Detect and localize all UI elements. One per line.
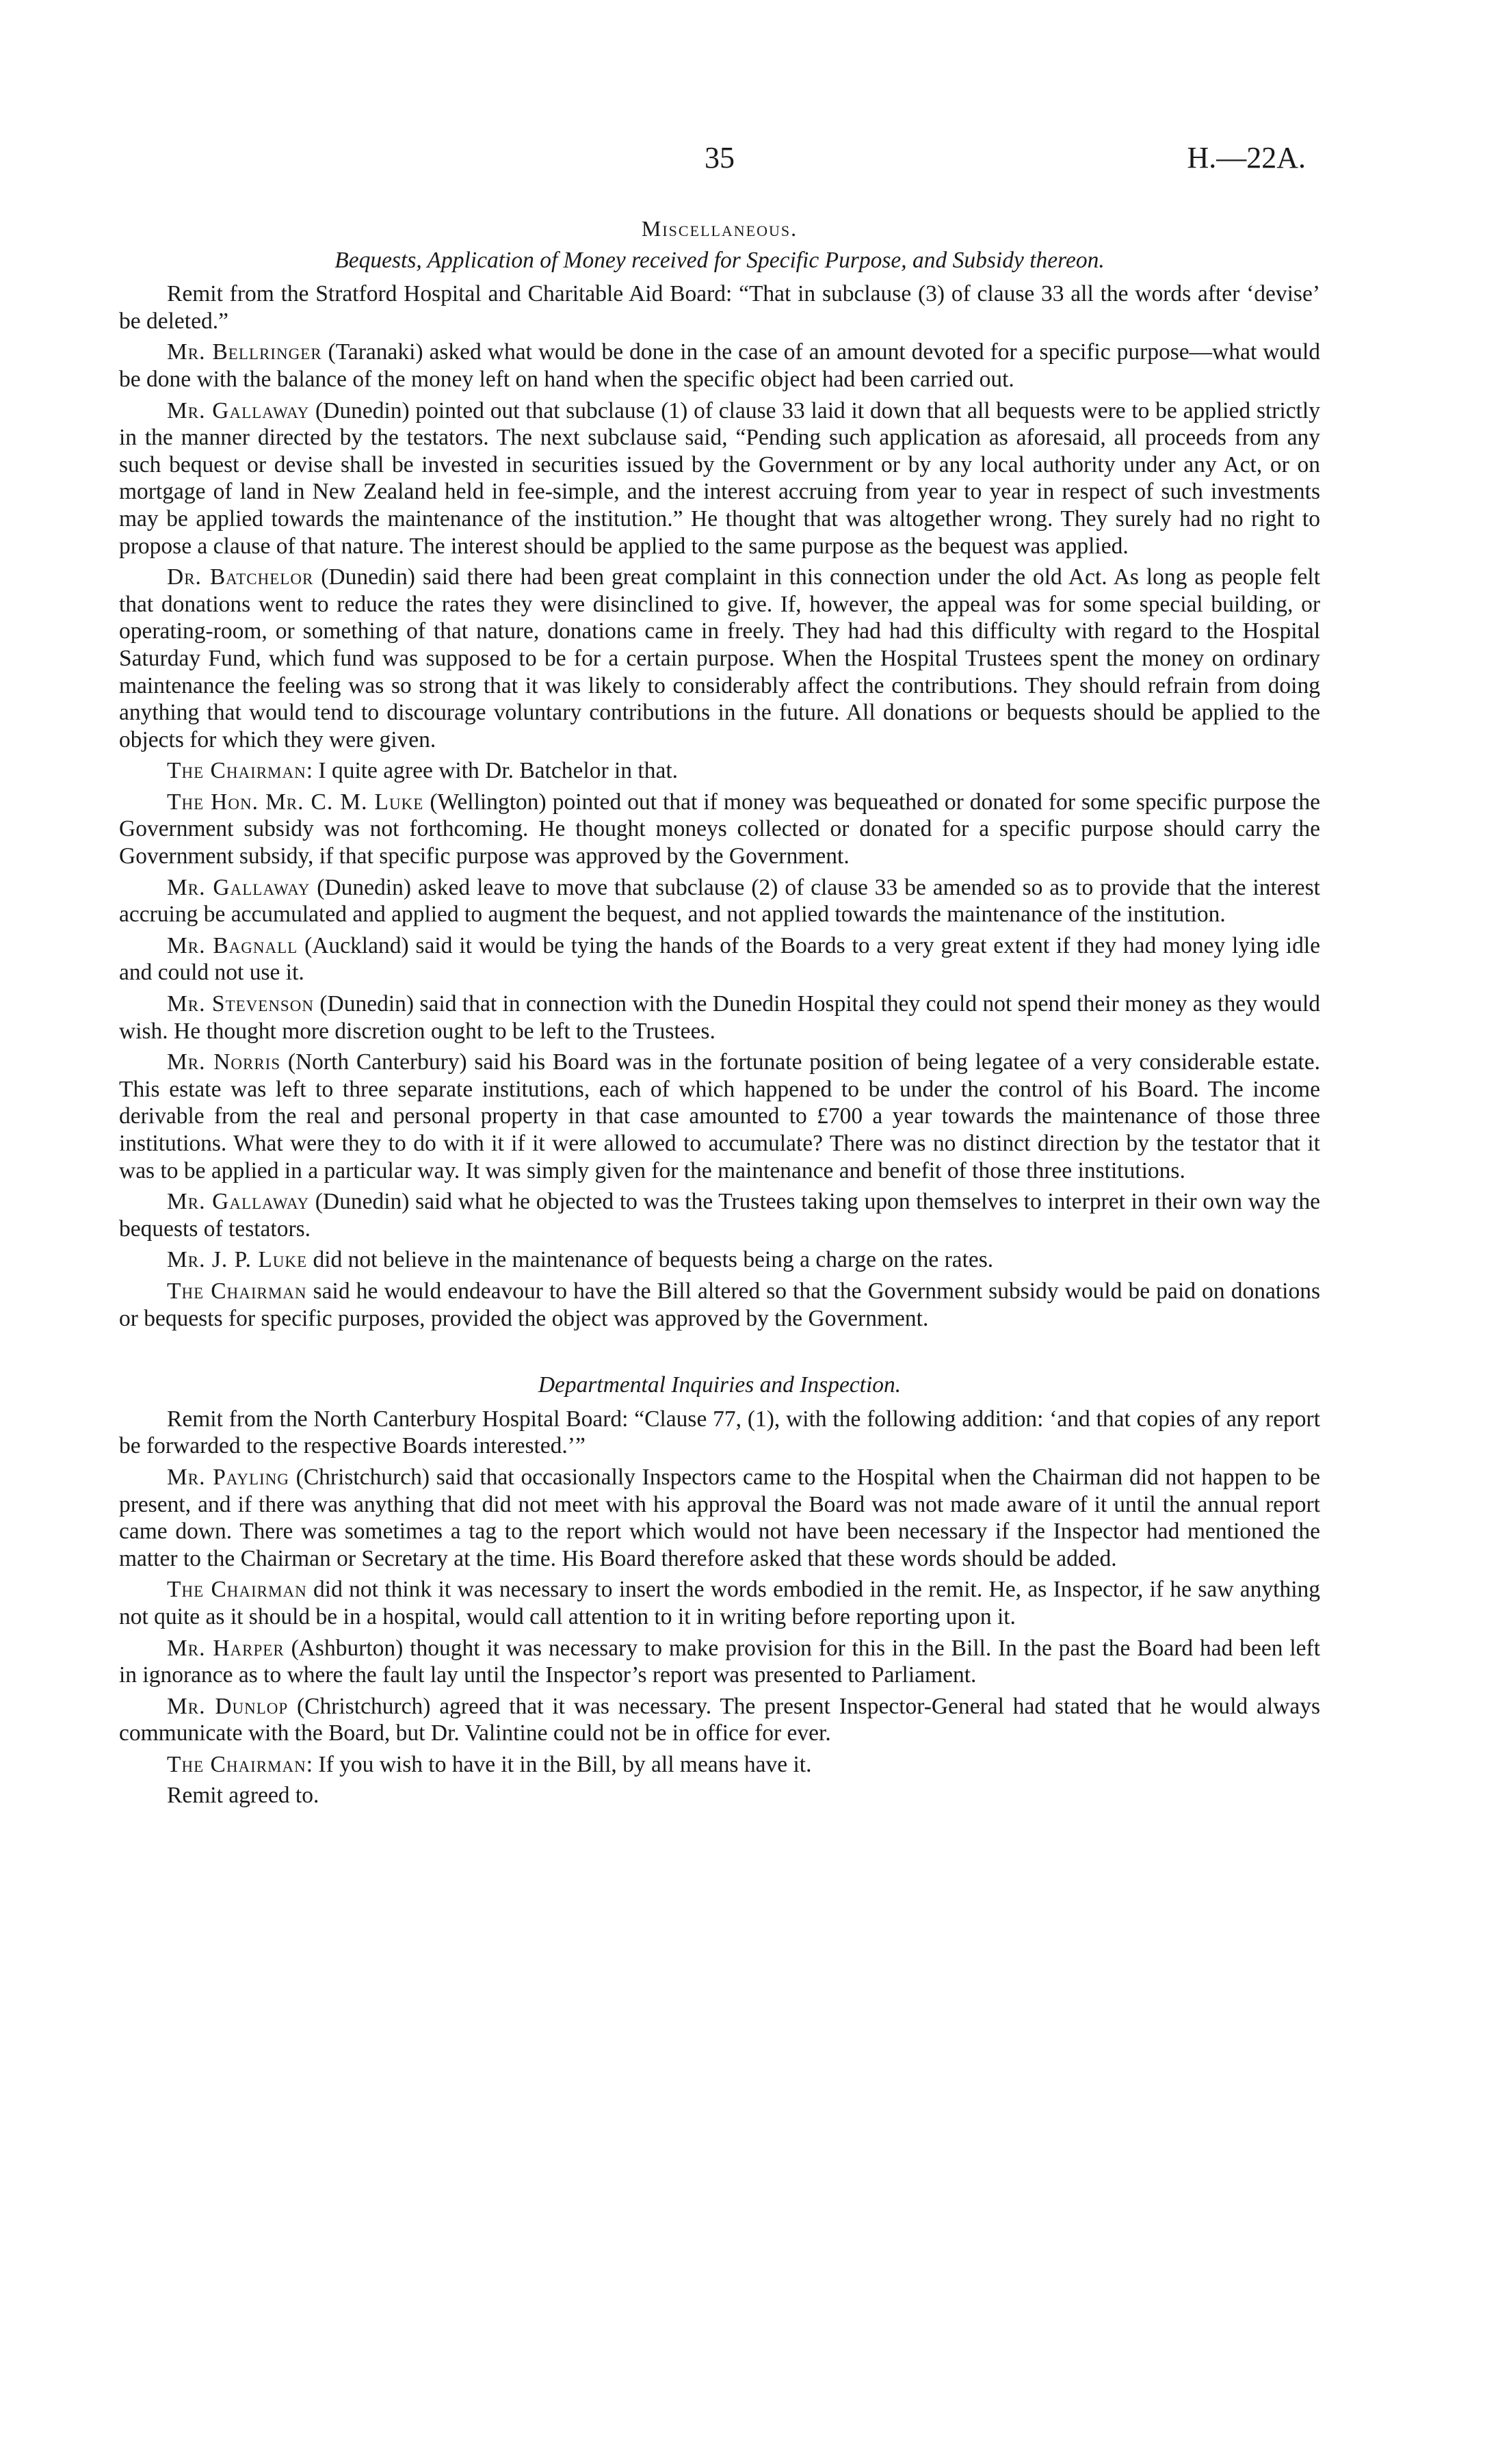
paragraph-text: (Auckland) said it would be tying the hands of the Boards to a very great extent if they had money lying idle and could not use it. [119,932,1320,986]
paragraph-text: did not think it was necessary to insert the words embodied in the remit. He, as Inspector, if he saw anything not quite as it should be in a hospital, would call attention to it in writing before reporting upon it. [119,1577,1320,1629]
paragraph-text: : If you wish to have it in the Bill, by all means have it. [306,1751,812,1777]
paragraph [119,1576,1320,1630]
page-header [0,140,1511,181]
paragraph-list [119,1406,1320,1809]
speaker-name: Dr. Batchelor [167,564,314,590]
speaker-name: Mr. Bagnall [167,932,298,958]
paragraph-text: Remit agreed to. [167,1783,319,1809]
paragraph-text: said he would endeavour to have the Bill altered so that the Government subsidy would be paid on donations or bequests for specific purposes, provided the object was approved by the Government. [119,1278,1321,1331]
paragraph [119,1188,1320,1242]
speaker-name: Mr. Stevenson [167,991,314,1017]
paragraph [119,1635,1320,1689]
document-reference: H.—22A. [1187,141,1306,174]
speaker-name: Mr. J. P. Luke [167,1247,308,1273]
paragraph-text: : I quite agree with Dr. Batchelor in that. [306,758,679,784]
paragraph [119,789,1320,870]
paragraph [119,1049,1320,1184]
paragraph [119,1693,1320,1747]
paragraph [119,1751,1320,1779]
paragraph [119,564,1320,753]
paragraph [119,757,1320,785]
speaker-name: The Chairman [167,1577,307,1603]
paragraph-text: (Dunedin) asked leave to move that subclause (2) of clause 33 be amended so as to provide that the interest accruing be accumulated and applied to augment the bequest, and not applied towards the maintenance of the institution. [119,874,1320,928]
paragraph [119,1406,1320,1460]
paragraph [119,397,1320,560]
speaker-name: Mr. Gallaway [167,1189,310,1215]
section-subheading: Departmental Inquiries and Inspection. [538,1372,902,1398]
paragraph [119,1464,1320,1572]
paragraph [119,1782,1320,1809]
speaker-name: The Chairman [167,1278,307,1304]
paragraph [119,280,1320,335]
paragraph-list [119,280,1320,1332]
paragraph-text: (Dunedin) pointed out that subclause (1) of clause 33 laid it down that all bequests were to be applied strictly in the manner directed by the testators. The next subclause said, “Pending such application as aforesaid, all proceeds from any such bequest or devise shall be invested in securities issued by the Government or by any local authority under any Act, or on mortgage of land in New Zealand held in fee-simple, and the interest accruing from year to year in respect of such investments may be applied towards the maintenance of the institution.” He thought that was altogether wrong. They surely had no right to propose a clause of that nature. The interest should be applied to the same purpose as the bequest was applied. [119,397,1320,559]
paragraph [119,1246,1320,1274]
speaker-name: Mr. Bellringer [167,339,322,365]
speaker-name: The Chairman [167,758,306,784]
speaker-name: The Hon. Mr. C. M. Luke [167,789,424,815]
paragraph-text: (Dunedin) said that in connection with the Dunedin Hospital they could not spend their money as they would wish. He thought more discretion ought to be left to the Trustees. [119,991,1320,1044]
paragraph [119,1278,1320,1332]
speaker-name: Mr. Gallaway [167,874,311,900]
speaker-name: Mr. Norris [167,1049,281,1075]
paragraph [119,339,1320,393]
paragraph-text: (Dunedin) said there had been great complaint in this connection under the old Act. As long as people felt that donations went to reduce the rates they were disinclined to give. If, however, the appeal was for some special building, or operating-room, or something of that nature, donations came in freely. They had had this difficulty with regard to the Hospital Saturday Fund, which fund was supposed to be for a certain purpose. When the Hospital Trustees spent the money on ordinary maintenance the feeling was so strong that it was likely to considerably affect the contributions. They should refrain from doing anything that would tend to discourage voluntary contributions in the future. All donations or bequests should be applied to the objects for which they were given. [119,564,1321,752]
paragraph-text: (Dunedin) said what he objected to was the Trustees taking upon themselves to interpret in their own way the bequests of testators. [119,1189,1320,1242]
paragraph-text: (Ashburton) thought it was necessary to make provision for this in the Bill. In the past the Board had been left in ignorance as to where the fault lay until the Inspector’s report was presented to Parliament. [119,1635,1321,1688]
paragraph [119,991,1320,1045]
paragraph-text: (Wellington) pointed out that if money was bequeathed or donated for some specific purpose the Government subsidy was not forthcoming. He thought moneys collected or donated for a specific purpose should carry the Government subsidy, if that specific purpose was approved by the Government. [119,789,1320,869]
paragraph-text: (Taranaki) asked what would be done in the case of an amount devoted for a specific purpose—what would be done with the balance of the money left on hand when the specific object had been carried out. [119,339,1321,392]
paragraph [119,874,1320,928]
paragraph-text: Remit from the Stratford Hospital and Charitable Aid Board: “That in subclause (3) of clause 33 all the words after ‘devise’ be deleted.” [119,281,1320,334]
section-subheading: Bequests, Application of Money received for Specific Purpose, and Subsidy thereon. [334,247,1105,273]
paragraph-text: (North Canterbury) said his Board was in the fortunate position of being legatee of a very considerable estate. This estate was left to three separate institutions, each of which happened to be under the control of his Board. The income derivable from the real and personal property in that case amounted to £700 a year towards the maintenance of those three institutions. What were they to do with it if it were allowed to accumulate? There was no distinct direction by the testator that it was to be applied in a particular way. It was simply given for the maintenance and benefit of those three institutions. [119,1049,1321,1183]
paragraph-text: (Christchurch) agreed that it was necessary. The present Inspector-General had stated that he would always communicate with the Board, but Dr. Valintine could not be in office for ever. [119,1693,1320,1746]
paragraph-text: Remit from the North Canterbury Hospital Board: “Clause 77, (1), with the following addition: ‘and that copies of any report be forwarded to the respective Boards interested.’” [119,1406,1320,1459]
page-number: 35 [705,141,735,174]
paragraph [119,932,1320,986]
section-title: Miscellaneous. [641,216,798,241]
speaker-name: Mr. Gallaway [167,397,310,423]
speaker-name: The Chairman [167,1751,306,1777]
paragraph-text: did not believe in the maintenance of bequests being a charge on the rates. [307,1247,994,1273]
page-body [119,215,1320,1813]
speaker-name: Mr. Payling [167,1464,289,1490]
speaker-name: Mr. Dunlop [167,1693,289,1719]
speaker-name: Mr. Harper [167,1635,285,1661]
paragraph-text: (Christchurch) said that occasionally Inspectors came to the Hospital when the Chairman did not happen to be present, and if there was anything that did not meet with his approval the Board was not made aware of it until the annual report came down. There was sometimes a tag to the report which would not have been necessary if the Inspector had mentioned the matter to the Chairman or Secretary at the time. His Board therefore asked that these words should be added. [119,1464,1320,1571]
